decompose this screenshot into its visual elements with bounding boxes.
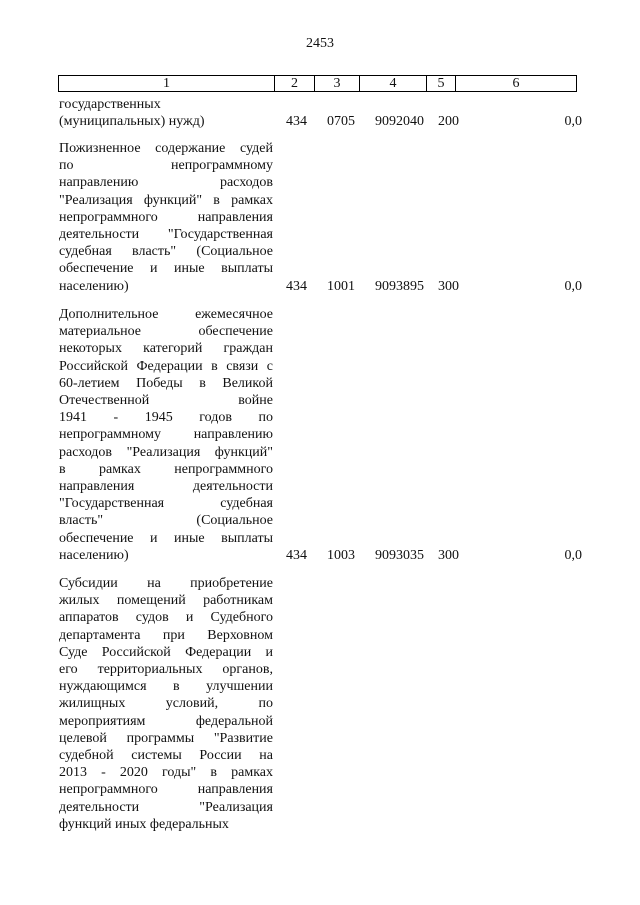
amount: 0,0 bbox=[564, 547, 582, 563]
description-line: направлению расходов bbox=[59, 175, 273, 191]
description-line: в рамках непрограммного bbox=[59, 461, 273, 477]
description-line: обеспечение и иные выплаты bbox=[59, 530, 273, 546]
description-line: Отечественной войне bbox=[59, 393, 273, 409]
description-line: расходов "Реализация функций" bbox=[59, 444, 273, 460]
description-line: 2013 - 2020 годы" в рамках bbox=[59, 765, 273, 781]
description-line: Суде Российской Федерации и bbox=[59, 644, 273, 660]
amount: 0,0 bbox=[564, 278, 582, 294]
description-line: мероприятиям федеральной bbox=[59, 713, 273, 729]
row-description bbox=[59, 96, 273, 130]
amount: 0,0 bbox=[564, 114, 582, 130]
description-line: власть" (Социальное bbox=[59, 513, 273, 529]
description-line: деятельности "Реализация bbox=[59, 799, 273, 815]
section-code: 1003 bbox=[327, 547, 355, 563]
target-article-code: 9092040 bbox=[375, 114, 424, 130]
description-line: деятельности "Государственная bbox=[59, 227, 273, 243]
description-line: жилых помещений работникам bbox=[59, 593, 273, 609]
description-line: Субсидии на приобретение bbox=[59, 576, 273, 591]
description-line: некоторых категорий граждан bbox=[59, 341, 273, 357]
ministry-code: 434 bbox=[286, 114, 307, 130]
description-line: обеспечение и иные выплаты bbox=[59, 261, 273, 277]
expense-type-code: 200 bbox=[438, 114, 459, 130]
header-col-2: 2 bbox=[275, 76, 315, 92]
header-col-4: 4 bbox=[360, 76, 427, 92]
description-line: жилищных условий, по bbox=[59, 696, 273, 712]
description-line: судебная власть" (Социальное bbox=[59, 244, 273, 260]
section-code: 0705 bbox=[327, 114, 355, 130]
row-description bbox=[59, 306, 273, 564]
description-line: населению) bbox=[59, 278, 129, 294]
description-line: непрограммного направления bbox=[59, 782, 273, 798]
description-line: целевой программы "Развитие bbox=[59, 730, 273, 746]
description-line: материальное обеспечение bbox=[59, 324, 273, 340]
section-code: 1001 bbox=[327, 278, 355, 294]
expense-type-code: 300 bbox=[438, 547, 459, 563]
description-line: функций иных федеральных bbox=[59, 816, 229, 832]
description-line: Пожизненное содержание судей bbox=[59, 141, 273, 156]
header-col-5: 5 bbox=[427, 76, 456, 92]
description-line: "Реализация функций" в рамках bbox=[59, 192, 273, 208]
description-line: Дополнительное ежемесячное bbox=[59, 307, 273, 322]
description-line: судебной системы России на bbox=[59, 748, 273, 764]
column-header-row bbox=[58, 75, 577, 92]
description-line: непрограммного направления bbox=[59, 209, 273, 225]
description-line: государственных bbox=[59, 97, 161, 112]
expense-type-code: 300 bbox=[438, 278, 459, 294]
target-article-code: 9093895 bbox=[375, 278, 424, 294]
row-description bbox=[59, 575, 273, 833]
target-article-code: 9093035 bbox=[375, 547, 424, 563]
header-col-6: 6 bbox=[456, 76, 577, 92]
description-line: аппаратов судов и Судебного bbox=[59, 610, 273, 626]
description-line: департамента при Верховном bbox=[59, 627, 273, 643]
description-line: по непрограммному bbox=[59, 158, 273, 174]
description-line: Российской Федерации в связи с bbox=[59, 358, 273, 374]
page-number: 2453 bbox=[306, 36, 334, 51]
ministry-code: 434 bbox=[286, 278, 307, 294]
description-line: его территориальных органов, bbox=[59, 662, 273, 678]
description-line: непрограммному направлению bbox=[59, 427, 273, 443]
description-line: направления деятельности bbox=[59, 479, 273, 495]
header-col-1: 1 bbox=[59, 76, 275, 92]
row-description bbox=[59, 140, 273, 295]
description-line: 60-летием Победы в Великой bbox=[59, 375, 273, 391]
description-line: 1941 - 1945 годов по bbox=[59, 410, 273, 426]
description-line: нуждающимся в улучшении bbox=[59, 679, 273, 695]
header-col-3: 3 bbox=[315, 76, 360, 92]
description-line: (муниципальных) нужд) bbox=[59, 114, 205, 130]
ministry-code: 434 bbox=[286, 547, 307, 563]
description-line: "Государственная судебная bbox=[59, 496, 273, 512]
description-line: населению) bbox=[59, 547, 129, 563]
